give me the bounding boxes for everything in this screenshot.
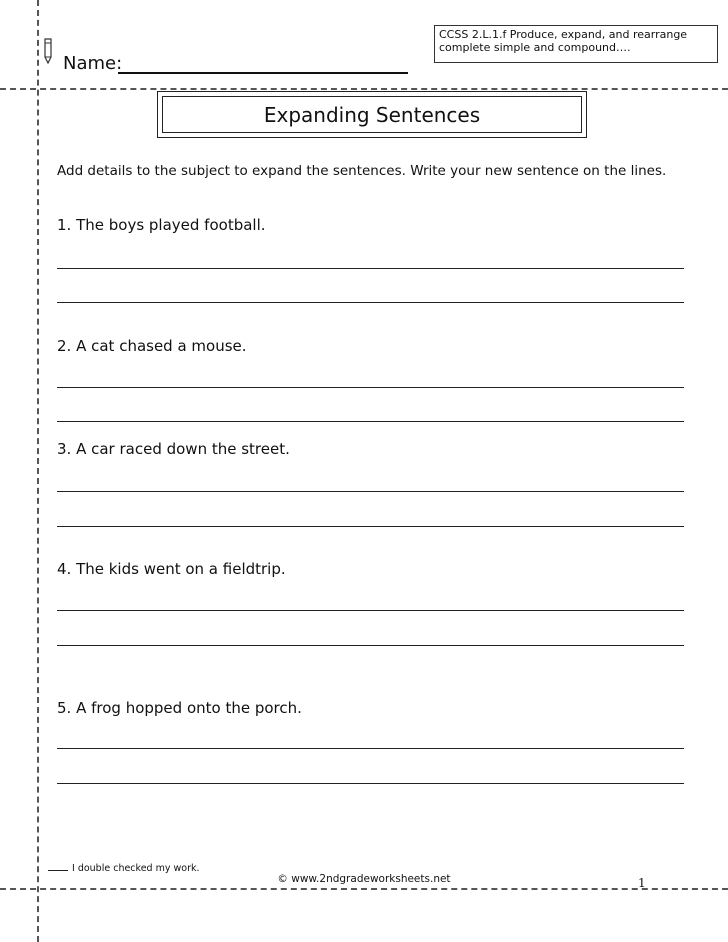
title-frame — [157, 91, 587, 138]
writing-line[interactable] — [57, 526, 684, 527]
writing-line[interactable] — [57, 610, 684, 611]
copyright: © www.2ndgradeworksheets.net — [277, 873, 451, 885]
sentence-4: 4. The kids went on a fieldtrip. — [57, 560, 286, 578]
instructions: Add details to the subject to expand the sentences. Write your new sentence on the lines. — [57, 163, 667, 179]
margin-line-vertical — [37, 0, 39, 942]
sentence-5: 5. A frog hopped onto the porch. — [57, 699, 302, 717]
writing-line[interactable] — [57, 783, 684, 784]
divider-top — [0, 88, 728, 90]
check-blank[interactable] — [48, 870, 68, 871]
writing-line[interactable] — [57, 748, 684, 749]
divider-bottom — [0, 888, 728, 890]
page-title: Expanding Sentences — [162, 96, 582, 133]
name-label: Name: — [63, 53, 123, 74]
page-number: 1 — [638, 876, 646, 890]
standard-note: CCSS 2.L.1.f Produce, expand, and rearrange complete simple and compound…. — [434, 25, 718, 63]
writing-line[interactable] — [57, 645, 684, 646]
self-check-text: I double checked my work. — [72, 863, 200, 874]
writing-line[interactable] — [57, 268, 684, 269]
writing-line[interactable] — [57, 387, 684, 388]
writing-line[interactable] — [57, 421, 684, 422]
sentence-1: 1. The boys played football. — [57, 216, 266, 234]
name-field-line[interactable] — [118, 72, 408, 74]
writing-line[interactable] — [57, 302, 684, 303]
sentence-2: 2. A cat chased a mouse. — [57, 337, 247, 355]
pencil-icon — [42, 38, 54, 64]
writing-line[interactable] — [57, 491, 684, 492]
sentence-3: 3. A car raced down the street. — [57, 440, 290, 458]
